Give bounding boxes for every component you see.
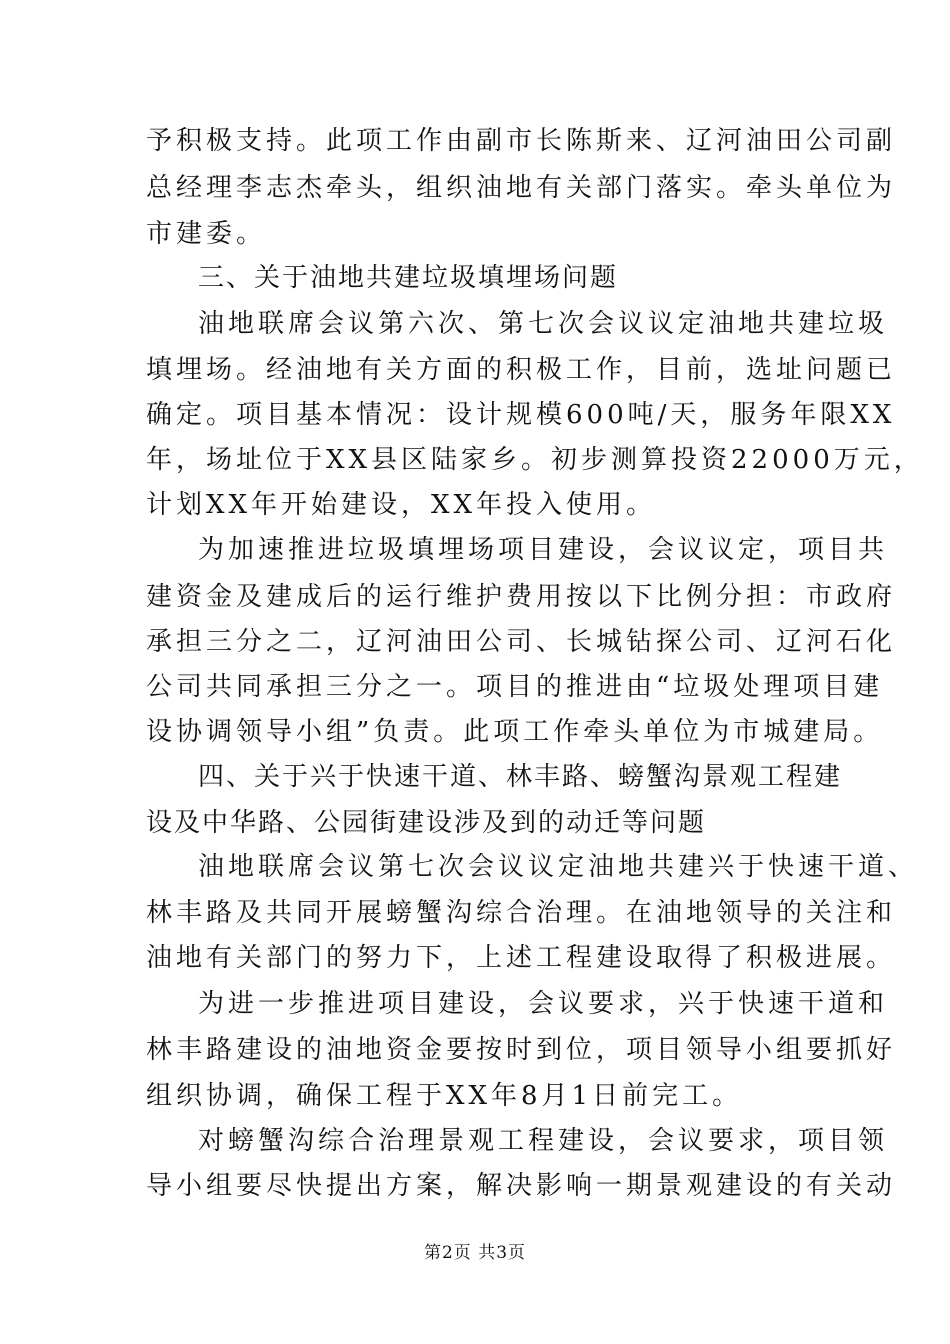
body-line: 计划XX年开始建设，XX年投入使用。 xyxy=(146,490,657,520)
body-line: 予积极支持。此项工作由副市长陈斯来、辽河油田公司副 xyxy=(146,126,897,156)
body-line: 总经理李志杰牵头，组织油地有关部门落实。牵头单位为 xyxy=(146,173,897,203)
body-line: 公司共同承担三分之一。项目的推进由“垃圾处理项目建 xyxy=(146,672,884,702)
section-heading-4: 四、关于兴于快速干道、林丰路、螃蟹沟景观工程建 xyxy=(198,762,843,792)
body-line: 油地有关部门的努力下，上述工程建设取得了积极进展。 xyxy=(146,943,897,973)
body-line: 承担三分之二，辽河油田公司、长城钻探公司、辽河石化 xyxy=(146,627,897,657)
body-line: 填埋场。经油地有关方面的积极工作，目前，选址问题已 xyxy=(146,355,897,385)
section-heading-3: 三、关于油地共建垃圾填埋场问题 xyxy=(198,263,619,293)
body-line: 市建委。 xyxy=(146,219,267,249)
body-line: 设协调领导小组”负责。此项工作牵头单位为市城建局。 xyxy=(146,717,884,747)
page-number-footer: 第2页 共3页 xyxy=(423,1243,527,1263)
body-line: 确定。项目基本情况：设计规模600吨/天，服务年限XX xyxy=(146,400,896,430)
body-line: 年，场址位于XX县区陆家乡。初步测算投资22000万元， xyxy=(146,445,924,475)
body-line: 对螃蟹沟综合治理景观工程建设，会议要求，项目领 xyxy=(198,1126,889,1156)
body-line: 为加速推进垃圾填埋场项目建设，会议议定，项目共 xyxy=(198,535,889,565)
section-heading-4-cont: 设及中华路、公园街建设涉及到的动迁等问题 xyxy=(146,808,707,838)
body-line: 组织协调，确保工程于XX年8月1日前完工。 xyxy=(146,1081,743,1111)
body-line: 为进一步推进项目建设，会议要求，兴于快速干道和 xyxy=(198,989,889,1019)
body-line: 林丰路建设的油地资金要按时到位，项目领导小组要抓好 xyxy=(146,1035,897,1065)
body-line: 建资金及建成后的运行维护费用按以下比例分担：市政府 xyxy=(146,582,897,612)
body-line: 林丰路及共同开展螃蟹沟综合治理。在油地领导的关注和 xyxy=(146,898,897,928)
body-line: 油地联席会议第六次、第七次会议议定油地共建垃圾 xyxy=(198,309,889,339)
body-line: 导小组要尽快提出方案，解决影响一期景观建设的有关动 xyxy=(146,1171,897,1201)
body-line: 油地联席会议第七次会议议定油地共建兴于快速干道、 xyxy=(198,852,919,882)
